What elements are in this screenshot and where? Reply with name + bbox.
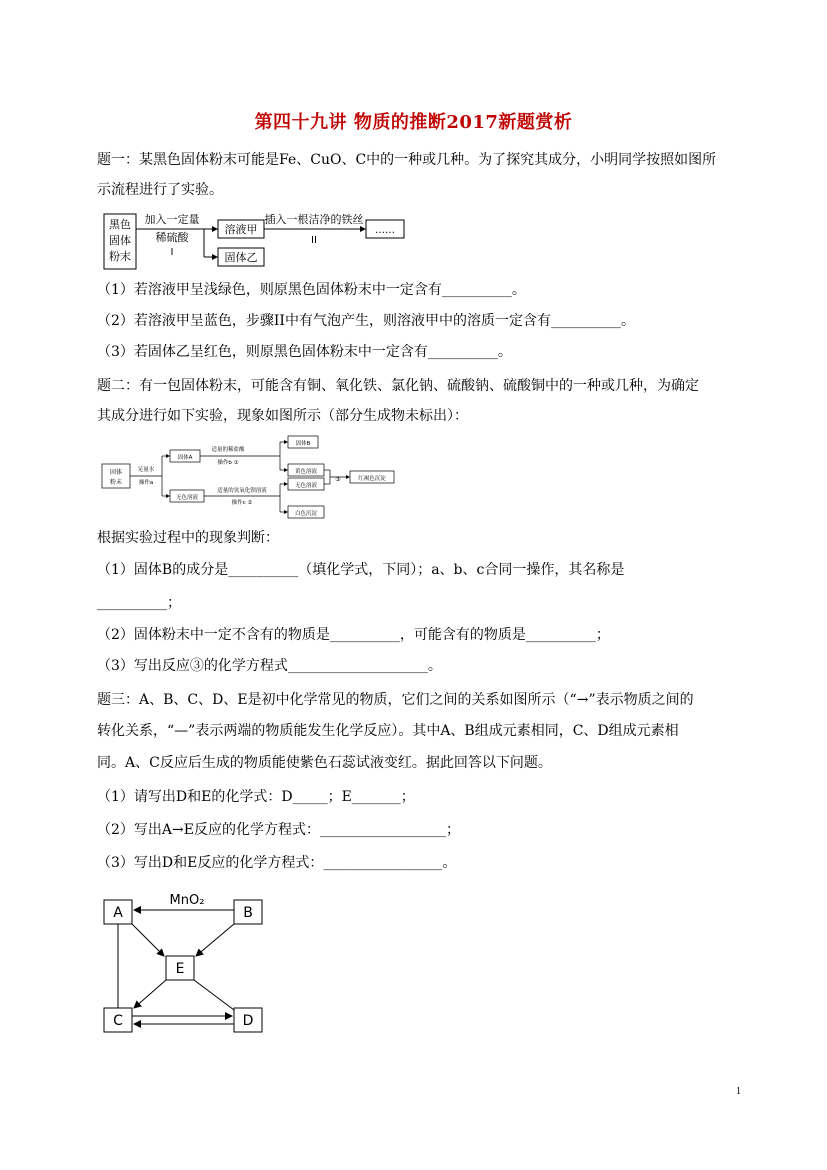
q3-arrow-a-to-e: [132, 924, 164, 956]
q2-sub-1-cont: __________；: [97, 595, 181, 611]
q2-box-solid-b: 固体B: [295, 441, 311, 447]
page-number: 1: [736, 1086, 741, 1097]
q3-catalyst-label: MnO₂: [169, 893, 205, 908]
page-title: 第四十九讲 物质的推断2017新题赏析: [254, 112, 573, 133]
q3-arrow-e-to-c: [134, 980, 166, 1008]
q2-box-colorless-solution: 无色溶液: [175, 495, 199, 501]
q2-line-1: 题二：有一包固体粉末，可能含有铜、氧化铁、氯化钠、硫酸钠、硫酸铜中的一种或几种，为确定: [97, 378, 699, 394]
q1-step1-mid-label: 稀硫酸: [155, 231, 189, 244]
q1-start-line-2: 固体: [109, 234, 131, 247]
q2-start-line-2: 粉末: [109, 479, 123, 486]
q3-node-d-label: D: [242, 1013, 254, 1029]
q1-line-1: 题一：某黑色固体粉末可能是Fe、CuO、C中的一种或几种。为了探究其成分，小明同学按照如图所: [97, 152, 717, 168]
q1-sub-1: （1）若溶液甲呈浅绿色，则原黑色固体粉末中一定含有__________。: [97, 282, 526, 298]
q2-box-colorless-solution-2: 无色溶液: [294, 483, 318, 489]
q2-box-white-precipitate: 白色沉淀: [294, 511, 318, 517]
q3-node-c-label: C: [113, 1013, 123, 1029]
q2-sub-1: （1）固体B的成分是__________（填化学式，下同）；a、b、c合同一操作，其名称是: [97, 562, 625, 578]
q2-op-b-bottom: 操作b ①: [217, 460, 239, 466]
q1-start-line-1: 黑色: [109, 218, 131, 231]
q2-sub-2: （2）固体粉末中一定不含有的物质是__________，可能含有的物质是__________；: [97, 627, 610, 643]
q2-op-c-top: 适量的氢氧化钡溶液: [217, 488, 267, 494]
q3-node-a-label: A: [113, 905, 123, 921]
q3-node-b-label: B: [243, 905, 253, 921]
q1-sub-2: （2）若溶液甲呈蓝色，步骤II中有气泡产生，则溶液甲中的溶质一定含有__________。: [97, 313, 635, 329]
q2-box-yellow-solution: 黄色溶液: [294, 469, 318, 475]
q1-flow-diagram: [100, 212, 410, 272]
q3-relation-diagram: [100, 888, 270, 1038]
q3-arrow-b-to-e: [196, 924, 234, 956]
q3-node-e-label: E: [175, 961, 185, 977]
q2-op-a-top: 足量水: [137, 467, 155, 473]
q2-flow-diagram: [100, 434, 400, 520]
q3-sub-3: （3）写出D和E反应的化学方程式：_________________。: [97, 855, 457, 871]
q2-op-b-top: 适量的稀盐酸: [211, 447, 245, 453]
q1-step1-bottom-label: I: [170, 247, 174, 258]
q1-step2-top-label: 插入一根洁净的铁丝: [264, 213, 364, 226]
q1-box-solution-label: 溶液甲: [224, 223, 258, 236]
q2-box-red-brown-precipitate: 红褐色沉淀: [358, 476, 386, 482]
q1-box-solid-label: 固体乙: [224, 251, 258, 264]
q3-sub-2: （2）写出A→E反应的化学方程式：__________________；: [97, 822, 460, 838]
q1-step1-top-label: 加入一定量: [144, 213, 200, 226]
q1-line-2: 示流程进行了实验。: [97, 182, 223, 198]
q2-start-line-1: 固体: [109, 469, 123, 476]
q2-line-2: 其成分进行如下实验，现象如图所示（部分生成物未标出）：: [97, 408, 468, 424]
q3-line-3: 同。A、C反应后生成的物质能使紫色石蕊试液变红。据此回答以下问题。: [97, 755, 552, 771]
q3-sub-1: （1）请写出D和E的化学式：D_____；E_______；: [97, 789, 415, 805]
q1-end-label: ……: [375, 225, 395, 236]
q3-line-1: 题三：A、B、C、D、E是初中化学常见的物质，它们之间的关系如图所示（“→”表示物质之间的: [97, 692, 694, 708]
q1-sub-3: （3）若固体乙呈红色，则原黑色固体粉末中一定含有__________。: [97, 344, 512, 360]
q2-op-a-bottom: 操作a: [138, 480, 154, 486]
q1-start-line-3: 粉末: [109, 250, 131, 263]
q3-line-2: 转化关系，“—”表示两端的物质能发生化学反应）。其中A、B组成元素相同，C、D组成元素相: [97, 723, 679, 739]
q2-op-c-bottom: 操作c ②: [231, 500, 253, 506]
q2-reaction-3-label: ③: [335, 476, 341, 483]
q2-after-text: 根据实验过程中的现象判断：: [97, 530, 279, 546]
q2-box-solid-a: 固体A: [177, 455, 193, 461]
q1-step2-bottom-label: II: [311, 235, 317, 246]
q2-sub-3: （3）写出反应③的化学方程式____________________。: [97, 658, 442, 674]
q3-line-e-d: [194, 980, 234, 1010]
